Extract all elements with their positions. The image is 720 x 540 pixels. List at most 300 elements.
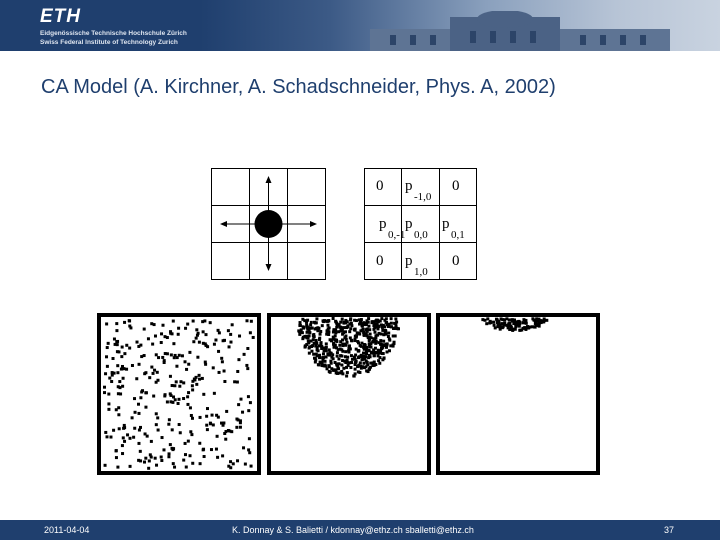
pedestrian-dot bbox=[173, 466, 176, 469]
pedestrian-dot bbox=[140, 390, 143, 393]
pedestrian-dot bbox=[307, 340, 310, 343]
pedestrian-dot bbox=[514, 325, 517, 328]
pedestrian-dot bbox=[103, 386, 106, 389]
pedestrian-dot bbox=[348, 330, 351, 333]
pedestrian-dot bbox=[239, 421, 242, 424]
pedestrian-dot bbox=[314, 345, 317, 348]
pedestrian-dot bbox=[238, 335, 241, 338]
pedestrian-dot bbox=[167, 423, 170, 426]
pedestrian-dot bbox=[201, 377, 204, 380]
footer-date: 2011-04-04 bbox=[44, 525, 90, 535]
pedestrian-dot bbox=[156, 416, 159, 419]
pedestrian-dot bbox=[172, 462, 175, 465]
pedestrian-dot bbox=[322, 352, 325, 355]
pedestrian-dot bbox=[394, 317, 397, 320]
pedestrian-dot bbox=[129, 437, 132, 440]
pedestrian-dot bbox=[191, 388, 194, 391]
pedestrian-dot bbox=[195, 328, 198, 331]
pedestrian-dot bbox=[229, 341, 232, 344]
pedestrian-dot bbox=[137, 412, 140, 415]
pedestrian-dot bbox=[151, 343, 154, 346]
pedestrian-dot bbox=[221, 454, 224, 457]
pedestrian-dot bbox=[391, 344, 394, 347]
pedestrian-dot bbox=[154, 457, 157, 460]
pedestrian-dot bbox=[112, 357, 115, 360]
pedestrian-dot bbox=[172, 395, 175, 398]
pedestrian-dot bbox=[105, 355, 108, 358]
simulation-panel-1 bbox=[97, 313, 261, 475]
pedestrian-dot bbox=[357, 349, 360, 352]
pedestrian-dot bbox=[341, 318, 344, 321]
pedestrian-dot bbox=[326, 324, 329, 327]
pedestrian-dot bbox=[106, 346, 109, 349]
pedestrian-dot bbox=[483, 319, 486, 322]
pedestrian-dot bbox=[172, 447, 175, 450]
pedestrian-dot bbox=[327, 331, 330, 334]
pedestrian-dot bbox=[115, 322, 118, 325]
pedestrian-dot bbox=[218, 331, 221, 334]
pedestrian-dot bbox=[339, 321, 342, 324]
pedestrian-dot bbox=[144, 371, 147, 374]
pedestrian-dot bbox=[104, 464, 107, 467]
pedestrian-dot bbox=[366, 363, 369, 366]
pedestrian-dot bbox=[198, 374, 201, 377]
pedestrian-dot bbox=[522, 321, 525, 324]
pedestrian-dot bbox=[206, 428, 209, 431]
pedestrian-dot bbox=[155, 353, 158, 356]
pedestrian-dot bbox=[170, 353, 173, 356]
pedestrian-dot bbox=[381, 352, 384, 355]
pedestrian-dot bbox=[139, 450, 142, 453]
pedestrian-dot bbox=[520, 328, 523, 331]
pedestrian-dot bbox=[125, 344, 128, 347]
pedestrian-dot bbox=[245, 319, 248, 322]
pedestrian-dot bbox=[147, 337, 150, 340]
pedestrian-dot bbox=[107, 408, 110, 411]
pedestrian-dot bbox=[380, 332, 383, 335]
pedestrian-dot bbox=[116, 371, 119, 374]
pedestrian-dot bbox=[327, 319, 330, 322]
pedestrian-dot bbox=[152, 395, 155, 398]
pedestrian-dot bbox=[188, 351, 191, 354]
pedestrian-dot bbox=[314, 328, 317, 331]
pedestrian-dot bbox=[486, 317, 489, 320]
pedestrian-dot bbox=[497, 323, 500, 326]
pedestrian-dot bbox=[533, 325, 536, 328]
pedestrian-dot bbox=[384, 329, 387, 332]
pedestrian-dot bbox=[160, 341, 163, 344]
pedestrian-dot bbox=[524, 319, 527, 322]
pedestrian-dot bbox=[153, 369, 156, 372]
pedestrian-dot bbox=[215, 414, 218, 417]
pedestrian-dot bbox=[248, 451, 251, 454]
pedestrian-dot bbox=[125, 368, 128, 371]
pedestrian-dot bbox=[319, 333, 322, 336]
pedestrian-dot bbox=[312, 353, 315, 356]
pedestrian-dot bbox=[122, 436, 125, 439]
pedestrian-dot bbox=[377, 354, 380, 357]
pedestrian-dot bbox=[246, 347, 249, 350]
pedestrian-dot bbox=[169, 400, 172, 403]
pedestrian-dot bbox=[178, 423, 181, 426]
pedestrian-dot bbox=[392, 327, 395, 330]
pedestrian-dot bbox=[328, 348, 331, 351]
pedestrian-dot bbox=[222, 421, 225, 424]
pedestrian-dot bbox=[503, 321, 506, 324]
pedestrian-dot bbox=[209, 422, 212, 425]
pedestrian-dot bbox=[121, 444, 124, 447]
pedestrian-dot bbox=[338, 344, 341, 347]
pedestrian-dot bbox=[377, 359, 380, 362]
pedestrian-dot bbox=[104, 372, 107, 375]
pedestrian-dot bbox=[332, 317, 335, 320]
pedestrian-dot bbox=[179, 380, 182, 383]
pedestrian-dot bbox=[156, 379, 159, 382]
matrix-cell-2-2: 0 bbox=[452, 253, 460, 269]
pedestrian-dot bbox=[213, 343, 216, 346]
pedestrian-dot bbox=[373, 331, 376, 334]
pedestrian-dot bbox=[318, 337, 321, 340]
pedestrian-dot bbox=[337, 357, 340, 360]
pedestrian-dot bbox=[182, 381, 185, 384]
pedestrian-dot bbox=[118, 380, 121, 383]
pedestrian-dot bbox=[385, 321, 388, 324]
pedestrian-dot bbox=[317, 363, 320, 366]
pedestrian-dot bbox=[205, 424, 208, 427]
pedestrian-dot bbox=[195, 376, 198, 379]
pedestrian-dot bbox=[362, 322, 365, 325]
pedestrian-dot bbox=[252, 336, 255, 339]
matrix-subscript-2-1: 1,0 bbox=[414, 266, 428, 278]
pedestrian-dot bbox=[306, 325, 309, 328]
pedestrian-dot bbox=[311, 326, 314, 329]
pedestrian-dot bbox=[363, 343, 366, 346]
pedestrian-dot bbox=[340, 327, 343, 330]
pedestrian-dot bbox=[340, 355, 343, 358]
pedestrian-dot bbox=[168, 418, 171, 421]
pedestrian-dot bbox=[365, 323, 368, 326]
pedestrian-dot bbox=[199, 462, 202, 465]
pedestrian-dot bbox=[311, 344, 314, 347]
pedestrian-dot bbox=[144, 391, 147, 394]
pedestrian-dot bbox=[160, 332, 163, 335]
pedestrian-dot bbox=[163, 359, 166, 362]
pedestrian-dot bbox=[374, 342, 377, 345]
pedestrian-dot bbox=[128, 319, 131, 322]
pedestrian-dot bbox=[150, 366, 153, 369]
pedestrian-dot bbox=[354, 328, 357, 331]
pedestrian-dot bbox=[313, 335, 316, 338]
pedestrian-dot bbox=[123, 352, 126, 355]
pedestrian-dot bbox=[176, 356, 179, 359]
pedestrian-dot bbox=[211, 414, 214, 417]
pedestrian-dot bbox=[353, 339, 356, 342]
pedestrian-dot bbox=[301, 331, 304, 334]
pedestrian-dot bbox=[117, 350, 120, 353]
pedestrian-dot bbox=[320, 345, 323, 348]
pedestrian-dot bbox=[388, 339, 391, 342]
pedestrian-dot bbox=[223, 339, 226, 342]
pedestrian-dot bbox=[323, 364, 326, 367]
pedestrian-dot bbox=[378, 362, 381, 365]
pedestrian-dot bbox=[368, 349, 371, 352]
pedestrian-dot bbox=[198, 442, 201, 445]
pedestrian-dot bbox=[115, 329, 118, 332]
pedestrian-dot bbox=[196, 334, 199, 337]
pedestrian-dot bbox=[223, 432, 226, 435]
pedestrian-dot bbox=[348, 351, 351, 354]
pedestrian-dot bbox=[314, 360, 317, 363]
pedestrian-dot bbox=[359, 361, 362, 364]
pedestrian-dot bbox=[118, 427, 121, 430]
pedestrian-dot bbox=[349, 336, 352, 339]
pedestrian-dot bbox=[366, 330, 369, 333]
pedestrian-dot bbox=[319, 361, 322, 364]
pedestrian-dot bbox=[336, 364, 339, 367]
pedestrian-dot bbox=[172, 320, 175, 323]
pedestrian-dot bbox=[147, 467, 150, 470]
pedestrian-dot bbox=[190, 414, 193, 417]
pedestrian-dot bbox=[237, 403, 240, 406]
pedestrian-dot bbox=[209, 321, 212, 324]
pedestrian-dot bbox=[177, 333, 180, 336]
pedestrian-dot bbox=[228, 430, 231, 433]
pedestrian-dot bbox=[128, 347, 131, 350]
pedestrian-dot bbox=[114, 343, 117, 346]
pedestrian-dot bbox=[305, 321, 308, 324]
pedestrian-dot bbox=[157, 429, 160, 432]
pedestrian-dot bbox=[167, 455, 170, 458]
pedestrian-dot bbox=[239, 398, 242, 401]
pedestrian-dot bbox=[218, 371, 221, 374]
pedestrian-dot bbox=[341, 359, 344, 362]
pedestrian-dot bbox=[511, 329, 514, 332]
pedestrian-dot bbox=[374, 336, 377, 339]
pedestrian-dot bbox=[131, 364, 134, 367]
pedestrian-dot bbox=[187, 440, 190, 443]
pedestrian-dot bbox=[380, 323, 383, 326]
pedestrian-dot bbox=[335, 340, 338, 343]
pedestrian-dot bbox=[172, 342, 175, 345]
pedestrian-dot bbox=[354, 335, 357, 338]
footer-authors: K. Donnay & S. Balietti / kdonnay@ethz.ch sballetti@ethz.ch bbox=[232, 525, 474, 535]
pedestrian-dot bbox=[368, 354, 371, 357]
pedestrian-dot bbox=[169, 332, 172, 335]
pedestrian-dot bbox=[370, 346, 373, 349]
pedestrian-dot bbox=[160, 459, 163, 462]
neighborhood-grid bbox=[211, 168, 326, 280]
pedestrian-dot bbox=[179, 431, 182, 434]
pedestrian-dot bbox=[143, 461, 146, 464]
pedestrian-dot bbox=[344, 355, 347, 358]
pedestrian-dot bbox=[393, 341, 396, 344]
pedestrian-dot bbox=[367, 370, 370, 373]
pedestrian-dot bbox=[184, 360, 187, 363]
pedestrian-dot bbox=[346, 320, 349, 323]
pedestrian-dot bbox=[157, 356, 160, 359]
slide-title: CA Model (A. Kirchner, A. Schadschneider, Phys. A, 2002) bbox=[41, 76, 556, 98]
pedestrian-dot bbox=[153, 323, 156, 326]
pedestrian-dot bbox=[305, 343, 308, 346]
pedestrian-dot bbox=[198, 378, 201, 381]
matrix-subscript-0-1: -1,0 bbox=[414, 191, 432, 203]
pedestrian-dot bbox=[344, 335, 347, 338]
pedestrian-dot bbox=[139, 396, 142, 399]
pedestrian-dot bbox=[106, 365, 109, 368]
pedestrian-dot bbox=[112, 429, 115, 432]
pedestrian-dot bbox=[357, 341, 360, 344]
pedestrian-dot bbox=[148, 376, 151, 379]
pedestrian-dot bbox=[353, 356, 356, 359]
pedestrian-dot bbox=[363, 332, 366, 335]
pedestrian-dot bbox=[139, 426, 142, 429]
pedestrian-dot bbox=[191, 417, 194, 420]
pedestrian-dot bbox=[231, 323, 234, 326]
pedestrian-dot bbox=[105, 322, 108, 325]
pedestrian-dot bbox=[390, 322, 393, 325]
pedestrian-dot bbox=[488, 322, 491, 325]
pedestrian-dot bbox=[107, 342, 110, 345]
pedestrian-dot bbox=[181, 354, 184, 357]
pedestrian-dot bbox=[155, 423, 158, 426]
pedestrian-dot bbox=[108, 377, 111, 380]
pedestrian-dot bbox=[298, 324, 301, 327]
pedestrian-dot bbox=[228, 345, 231, 348]
pedestrian-dot bbox=[344, 361, 347, 364]
pedestrian-dot bbox=[152, 372, 155, 375]
pedestrian-dot bbox=[342, 331, 345, 334]
pedestrian-dot bbox=[354, 368, 357, 371]
pedestrian-dot bbox=[318, 356, 321, 359]
pedestrian-dot bbox=[132, 436, 135, 439]
pedestrian-dot bbox=[500, 317, 503, 320]
pedestrian-dot bbox=[187, 363, 190, 366]
transition-matrix bbox=[364, 168, 477, 280]
pedestrian-dot bbox=[379, 349, 382, 352]
pedestrian-dot bbox=[305, 335, 308, 338]
pedestrian-dot bbox=[166, 400, 169, 403]
pedestrian-dot bbox=[186, 403, 189, 406]
pedestrian-dot bbox=[123, 321, 126, 324]
pedestrian-dot bbox=[367, 325, 370, 328]
pedestrian-dot bbox=[245, 364, 248, 367]
pedestrian-dot bbox=[162, 448, 165, 451]
pedestrian-dot bbox=[336, 351, 339, 354]
pedestrian-dot bbox=[385, 317, 388, 320]
pedestrian-dot bbox=[319, 330, 322, 333]
pedestrian-dot bbox=[137, 459, 140, 462]
pedestrian-dot bbox=[237, 358, 240, 361]
pedestrian-dot bbox=[184, 327, 187, 330]
pedestrian-dot bbox=[191, 384, 194, 387]
pedestrian-dot bbox=[329, 371, 332, 374]
pedestrian-dot bbox=[350, 354, 353, 357]
pedestrian-dot bbox=[493, 324, 496, 327]
pedestrian-dot bbox=[133, 397, 136, 400]
pedestrian-dot bbox=[121, 346, 124, 349]
pedestrian-dot bbox=[507, 324, 510, 327]
pedestrian-dot bbox=[217, 350, 220, 353]
pedestrian-dot bbox=[350, 322, 353, 325]
pedestrian-dot bbox=[115, 408, 118, 411]
pedestrian-dot bbox=[213, 392, 216, 395]
pedestrian-dot bbox=[394, 334, 397, 337]
pedestrian-dot bbox=[186, 395, 189, 398]
pedestrian-dot bbox=[182, 459, 185, 462]
pedestrian-dot bbox=[302, 336, 305, 339]
pedestrian-dot bbox=[387, 332, 390, 335]
pedestrian-dot bbox=[541, 320, 544, 323]
pedestrian-dot bbox=[359, 329, 362, 332]
pedestrian-dot bbox=[534, 322, 537, 325]
pedestrian-dot bbox=[214, 339, 217, 342]
pedestrian-dot bbox=[322, 319, 325, 322]
pedestrian-dot bbox=[345, 375, 348, 378]
pedestrian-dot bbox=[328, 354, 331, 357]
pedestrian-dot bbox=[373, 354, 376, 357]
pedestrian-dot bbox=[306, 331, 309, 334]
pedestrian-dot bbox=[347, 364, 350, 367]
pedestrian-dot bbox=[385, 344, 388, 347]
pedestrian-dot bbox=[335, 322, 338, 325]
pedestrian-dot bbox=[171, 384, 174, 387]
pedestrian-dot bbox=[244, 463, 247, 466]
pedestrian-dot bbox=[360, 354, 363, 357]
pedestrian-dot bbox=[111, 371, 114, 374]
pedestrian-dot bbox=[139, 344, 142, 347]
pedestrian-dot bbox=[365, 351, 368, 354]
pedestrian-dot bbox=[308, 352, 311, 355]
pedestrian-dot bbox=[191, 462, 194, 465]
pedestrian-dot bbox=[243, 353, 246, 356]
pedestrian-dot bbox=[368, 337, 371, 340]
pedestrian-dot bbox=[511, 320, 514, 323]
pedestrian-dot bbox=[370, 351, 373, 354]
pedestrian-dot bbox=[107, 393, 110, 396]
pedestrian-dot bbox=[242, 446, 245, 449]
pedestrian-dot bbox=[205, 333, 208, 336]
pedestrian-dot bbox=[376, 325, 379, 328]
pedestrian-dot bbox=[390, 317, 393, 320]
pedestrian-dot bbox=[525, 322, 528, 325]
pedestrian-dot bbox=[177, 398, 180, 401]
matrix-cell-0-1: p bbox=[405, 178, 413, 194]
matrix-cell-1-1: p bbox=[405, 216, 413, 232]
pedestrian-dot bbox=[216, 456, 219, 459]
pedestrian-dot bbox=[195, 337, 198, 340]
matrix-cell-2-1: p bbox=[405, 253, 413, 269]
pedestrian-dot bbox=[134, 411, 137, 414]
pedestrian-dot bbox=[225, 410, 228, 413]
pedestrian-dot bbox=[322, 356, 325, 359]
pedestrian-dot bbox=[155, 412, 158, 415]
pedestrian-dot bbox=[501, 322, 504, 325]
pedestrian-dot bbox=[126, 433, 129, 436]
pedestrian-dot bbox=[363, 348, 366, 351]
pedestrian-dot bbox=[195, 383, 198, 386]
pedestrian-dot bbox=[150, 456, 153, 459]
pedestrian-dot bbox=[202, 393, 205, 396]
pedestrian-dot bbox=[353, 375, 356, 378]
pedestrian-dot bbox=[236, 370, 239, 373]
page-number: 37 bbox=[664, 525, 675, 535]
pedestrian-dot bbox=[356, 365, 359, 368]
matrix-cell-0-2: 0 bbox=[452, 178, 460, 194]
pedestrian-dot bbox=[332, 369, 335, 372]
pedestrian-dot bbox=[336, 355, 339, 358]
building-silhouette bbox=[330, 11, 720, 51]
pedestrian-dot bbox=[235, 426, 238, 429]
